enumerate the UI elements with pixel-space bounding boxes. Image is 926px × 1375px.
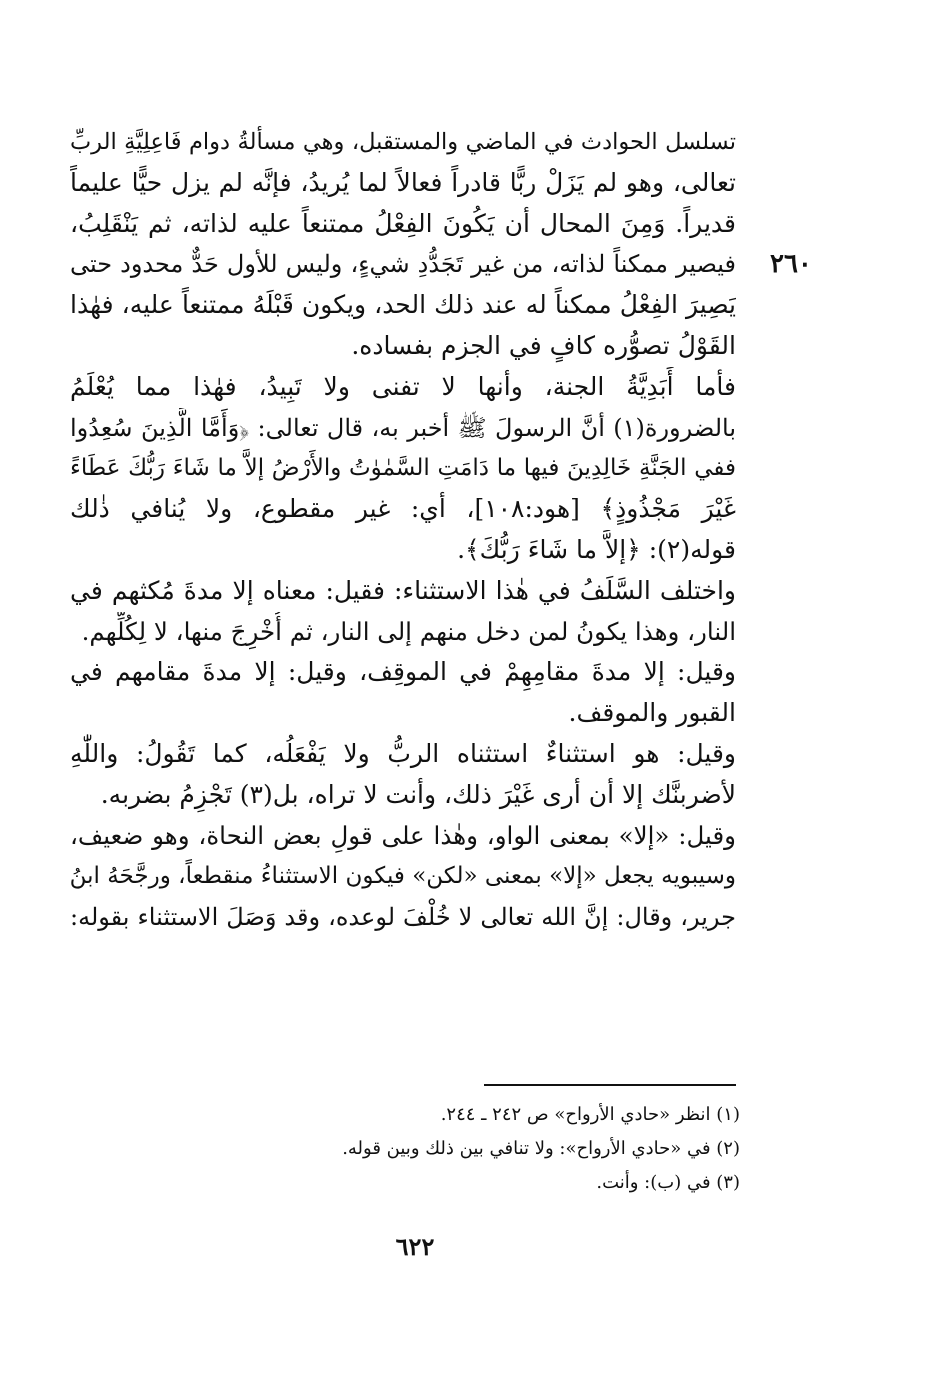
text-line: جرير، وقال: إنَّ الله تعالى لا خُلْفَ لوعده، وقد وَصَلَ الاستثناء بقوله: [70,903,736,932]
text-line: غَيْرَ مَجْذُوذٍ﴾ [هود:١٠٨]، أي: غير مقطوع، ولا يُنافي ذٰلك [70,494,736,524]
text-line: قديراً. وَمِنَ المحال أن يَكُونَ الفِعْلُ ممتنعاً عليه لذاته، ثم يَنْقَلِبُ، [70,208,736,238]
text-line: فيصير ممكناً لذاته، من غير تَجَدُّدِ شيءٍ، وليس للأول حَدٌّ محدود حتى [70,250,736,279]
footnote: (١) انظر «حادي الأرواح» ص ٢٤٢ ـ ٢٤٤. [440,1104,740,1125]
footnote-separator [484,1084,736,1086]
text-line: القَوْلُ تصوُّره كافٍ في الجزم بفساده. [351,330,736,360]
text-line: تعالى، وهو لم يَزَلْ ربًّا قادراً فعالاً لما يُريدُ، فإنَّه لم يزل حيًّا عليماً [70,167,736,197]
text-line: واختلف السَّلَفُ في هٰذا الاستثناء: فقيل: معناه إلا مدةَ مُكثهم في [70,575,736,605]
text-line: وقيل: هو استثناءٌ استثناه الربُّ ولا يَفْعَلُه، كما تَقُولُ: واللّٰهِ [70,738,736,768]
footnote: (٣) في (ب): وأنت. [596,1172,740,1193]
text-line: لأضربنَّك إلا أن أرى غَيْرَ ذلك، وأنت لا تراه، بل(٣) تَجْزِمُ بضربه. [100,779,736,809]
text-line: القبور والموقف. [568,698,736,728]
page-number: ٦٢٢ [395,1232,435,1261]
footnotes [300,1098,740,1200]
margin-reference-number: ٢٦٠ [770,249,812,279]
text-line: النار، وهذا يكونُ لمن دخل منهم إلى النار، ثم أُخْرِجَ منها، لا لِكُلِّهم. [81,616,736,646]
text-line: قوله(٢): ﴿إلاَّ ما شَاءَ رَبُّكَ﴾. [457,534,736,564]
text-line: تسلسل الحوادث في الماضي والمستقبل، وهي مسألةُ دوام فَاعِلِيَّةِ الربِّ [70,129,736,155]
text-line: وقيل: إلا مدةَ مقامِهِمْ في الموقِف، وقيل: إلا مدةَ مقامهم في [70,657,736,687]
footnote: (٢) في «حادي الأرواح»: ولا تنافي بين ذلك وبين قوله. [342,1138,740,1159]
text-line: يَصِيرَ الفِعْلُ ممكناً له عند ذلك الحد، ويكون قَبْلَهُ ممتنعاً عليه، فهٰذا [70,290,736,320]
text-line: وقيل: «إلا» بمعنى الواو، وهٰذا على قولِ بعض النحاة، وهو ضعيف، [70,820,736,850]
text-line: وسيبويه يجعل «إلا» بمعنى «لكن» فيكون الاستثناءُ منقطعاً، ورجَّحَهُ ابنُ [70,863,736,890]
text-line: ففي الجَنَّةِ خَالِدِينَ فيها ما دَامَتِ السَّمٰوٰتُ والأَرْضُ إلاَّ ما شَاءَ رَبُّكَ عَطَاءً [70,455,736,482]
text-line: فأما أَبَدِيَّةُ الجنة، وأنها لا تفنى ولا تَبِيدُ، فهٰذا مما يُعْلَمُ [70,371,736,401]
text-line: بالضرورة(١) أنَّ الرسولَ ﷺ أخبر به، قال تعالى: ﴿وَأَمَّا الَّذِينَ سُعِدُوا [70,413,736,442]
main-text-block [70,122,736,938]
